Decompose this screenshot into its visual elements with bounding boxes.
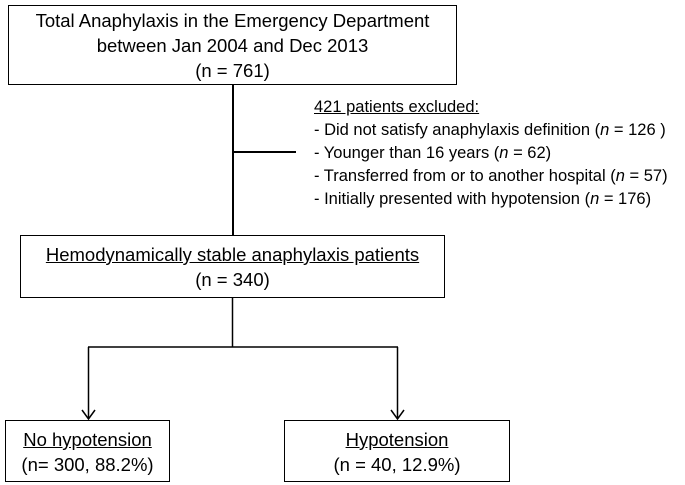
- total-title-line2: between Jan 2004 and Dec 2013: [96, 35, 369, 56]
- exclusion-item: - Transferred from or to another hospital (n = 57): [314, 167, 668, 185]
- exclusion-item: - Initially presented with hypotension (n = 176): [314, 190, 652, 208]
- hypotension-box: [284, 420, 510, 482]
- exclusion-heading: 421 patients excluded:: [314, 98, 480, 116]
- exclusion-item: - Younger than 16 years (n = 62): [314, 144, 552, 162]
- total-title-line1: Total Anaphylaxis in the Emergency Department: [35, 10, 430, 31]
- stable-patients-count: (n = 340): [195, 269, 270, 290]
- hypotension-title: Hypotension: [345, 429, 449, 450]
- exclusion-item: - Did not satisfy anaphylaxis definition (n = 126 ): [314, 121, 666, 139]
- hypotension-count: (n = 40, 12.9%): [333, 454, 461, 475]
- no-hypotension-title: No hypotension: [23, 429, 152, 450]
- stable-patients-title: Hemodynamically stable anaphylaxis patients: [45, 244, 420, 265]
- total-count: (n = 761): [195, 60, 270, 81]
- no-hypotension-box: [5, 420, 170, 482]
- no-hypotension-count: (n= 300, 88.2%): [21, 454, 154, 475]
